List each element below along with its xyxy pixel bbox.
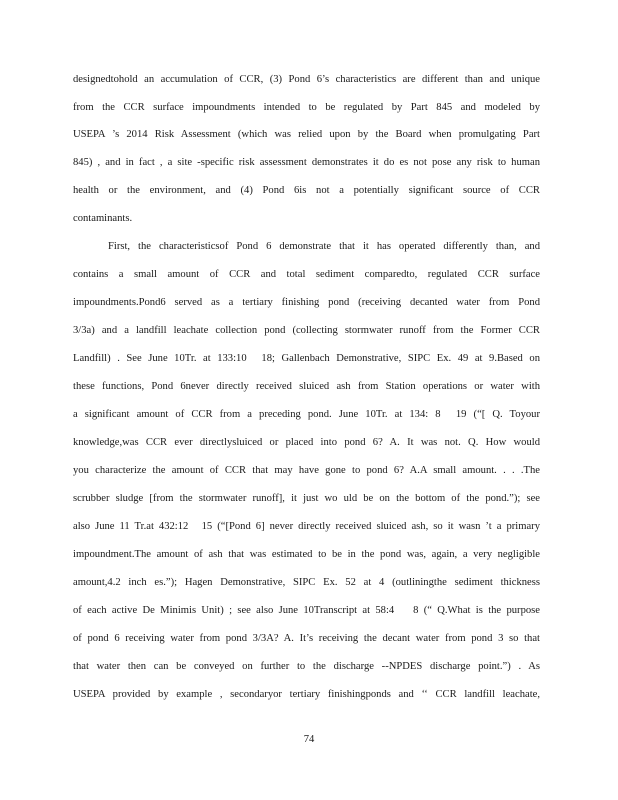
text-line: 3/3a) and a landfill leachate collection pond (collecting stormwater runoff from the Former CCR bbox=[73, 325, 540, 336]
text-line: these functions, Pond 6never directly received sluiced ash from Station operations or water with bbox=[73, 381, 540, 392]
text-line: USEPA provided by example , secondaryor tertiary finishingponds and ‘‘ CCR landfill leachate, bbox=[73, 689, 540, 700]
text-line: also June 11 Tr.at 432:12 ￿15 (“[Pond 6] never directly received sluiced ash, so it wasn ’t a primary bbox=[73, 521, 540, 532]
text-line: a significant amount of CCR from a preceding pond. June 10Tr. at 134: 8 ￿19 (“[ Q. Toyour bbox=[73, 409, 540, 420]
text-line: contains a small amount of CCR and total sediment comparedto, regulated CCR surface bbox=[73, 269, 540, 280]
text-line: USEPA ’s 2014 Risk Assessment (which was relied upon by the Board when promulgating Part bbox=[73, 129, 540, 140]
text-line: 845) , and in fact , a site -specific risk assessment demonstrates it do es not pose any risk to human bbox=[73, 157, 540, 168]
text-line: impoundment.The amount of ash that was estimated to be in the pond was, again, a very negligible bbox=[73, 549, 540, 560]
text-line: you characterize the amount of CCR that may have gone to pond 6? A.A small amount. . . .The bbox=[73, 465, 540, 476]
text-line: impoundments.Pond6 served as a tertiary finishing pond (receiving decanted water from Pond bbox=[73, 297, 540, 308]
text-line: amount,4.2 inch es.”); Hagen Demonstrative, SIPC Ex. 52 at 4 (outliningthe sediment thickness bbox=[73, 577, 540, 588]
text-line: of pond 6 receiving water from pond 3/3A? A. It’s receiving the decant water from pond 3 so that bbox=[73, 633, 540, 644]
text-line: Landfill) . See June 10Tr. at 133:10 ￿18; Gallenbach Demonstrative, SIPC Ex. 49 at 9.Based on bbox=[73, 353, 540, 364]
text-line: scrubber sludge [from the stormwater runoff], it just wo uld be on the bottom of the pond.”); see bbox=[73, 493, 540, 504]
text-line: designedtohold an accumulation of CCR, (3) Pond 6’s characteristics are different than and unique bbox=[73, 74, 540, 85]
text-line: health or the environment, and (4) Pond 6is not a potentially significant source of CCR bbox=[73, 185, 540, 196]
text-line: knowledge,was CCR ever directlysluiced or placed into pond 6? A. It was not. Q. How would bbox=[73, 437, 540, 448]
text-line: of each active De Minimis Unit) ; see also June 10Transcript at 58:4 ￿ 8 (“ Q.What is the purpose bbox=[73, 605, 540, 616]
text-line: contaminants. bbox=[73, 213, 133, 224]
text-line: from the CCR surface impoundments intended to be regulated by Part 845 and modeled by bbox=[73, 102, 540, 113]
text-line: that water then can be conveyed on further to the discharge --NPDES discharge point.”) . As bbox=[73, 661, 540, 672]
page-number: 74 bbox=[303, 734, 315, 745]
text-line: First, the characteristicsof Pond 6 demonstrate that it has operated differently than, and bbox=[108, 241, 540, 252]
